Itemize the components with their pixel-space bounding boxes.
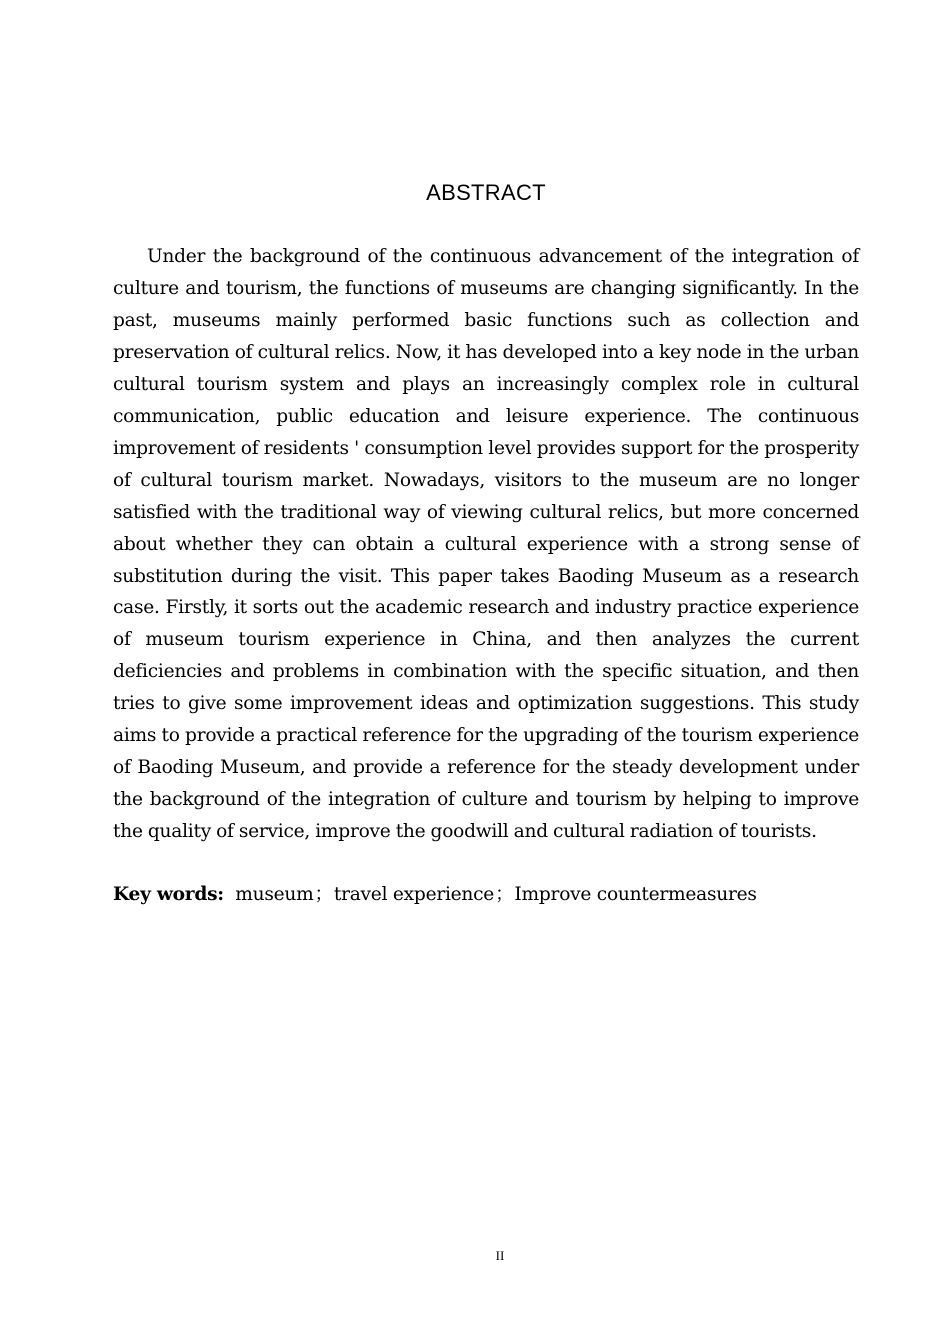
page-number: II — [495, 1248, 505, 1263]
keyword-separator: ； — [314, 884, 333, 905]
keyword-separator: ； — [495, 884, 514, 905]
abstract-body: Under the background of the continuous advancement of the integration of culture and tourism, the functions of museums are changing significantly. In the past, museums mainly performed basic functions such as collection and preservation of cultural relics. Now, it has developed into a key node in the urban cultural tourism system and plays an increasingly complex role in cultural communication, public education and leisure experience. The continuous improvement of residents ' consumption level provides support for the prosperity of cultural tourism market. Nowadays, visitors to the museum are no longer satisfied with the traditional way of viewing cultural relics, but more concerned about whether they can obtain a cultural experience with a strong sense of substitution during the visit. This paper takes Baoding Museum as a research case. Firstly, it sorts out the academic research and industry practice experience of museum tourism experience in China, and then analyzes the current deficiencies and problems in combination with the specific situation, and then tries to give some improvement ideas and optimization suggestions. This study aims to provide a practical reference for the upgrading of the tourism experience of Baoding Museum, and provide a reference for the steady development under the background of the integration of culture and tourism by helping to improve the quality of service, improve the goodwill and cultural radiation of tourists. — [113, 246, 859, 843]
keywords-label: Key words: — [113, 884, 224, 905]
keyword-item: Improve countermeasures — [514, 884, 757, 905]
keywords-line — [113, 879, 859, 911]
keyword-item: travel experience — [333, 884, 495, 905]
keyword-item: museum — [235, 884, 314, 905]
abstract-title: ABSTRACT — [426, 180, 546, 205]
